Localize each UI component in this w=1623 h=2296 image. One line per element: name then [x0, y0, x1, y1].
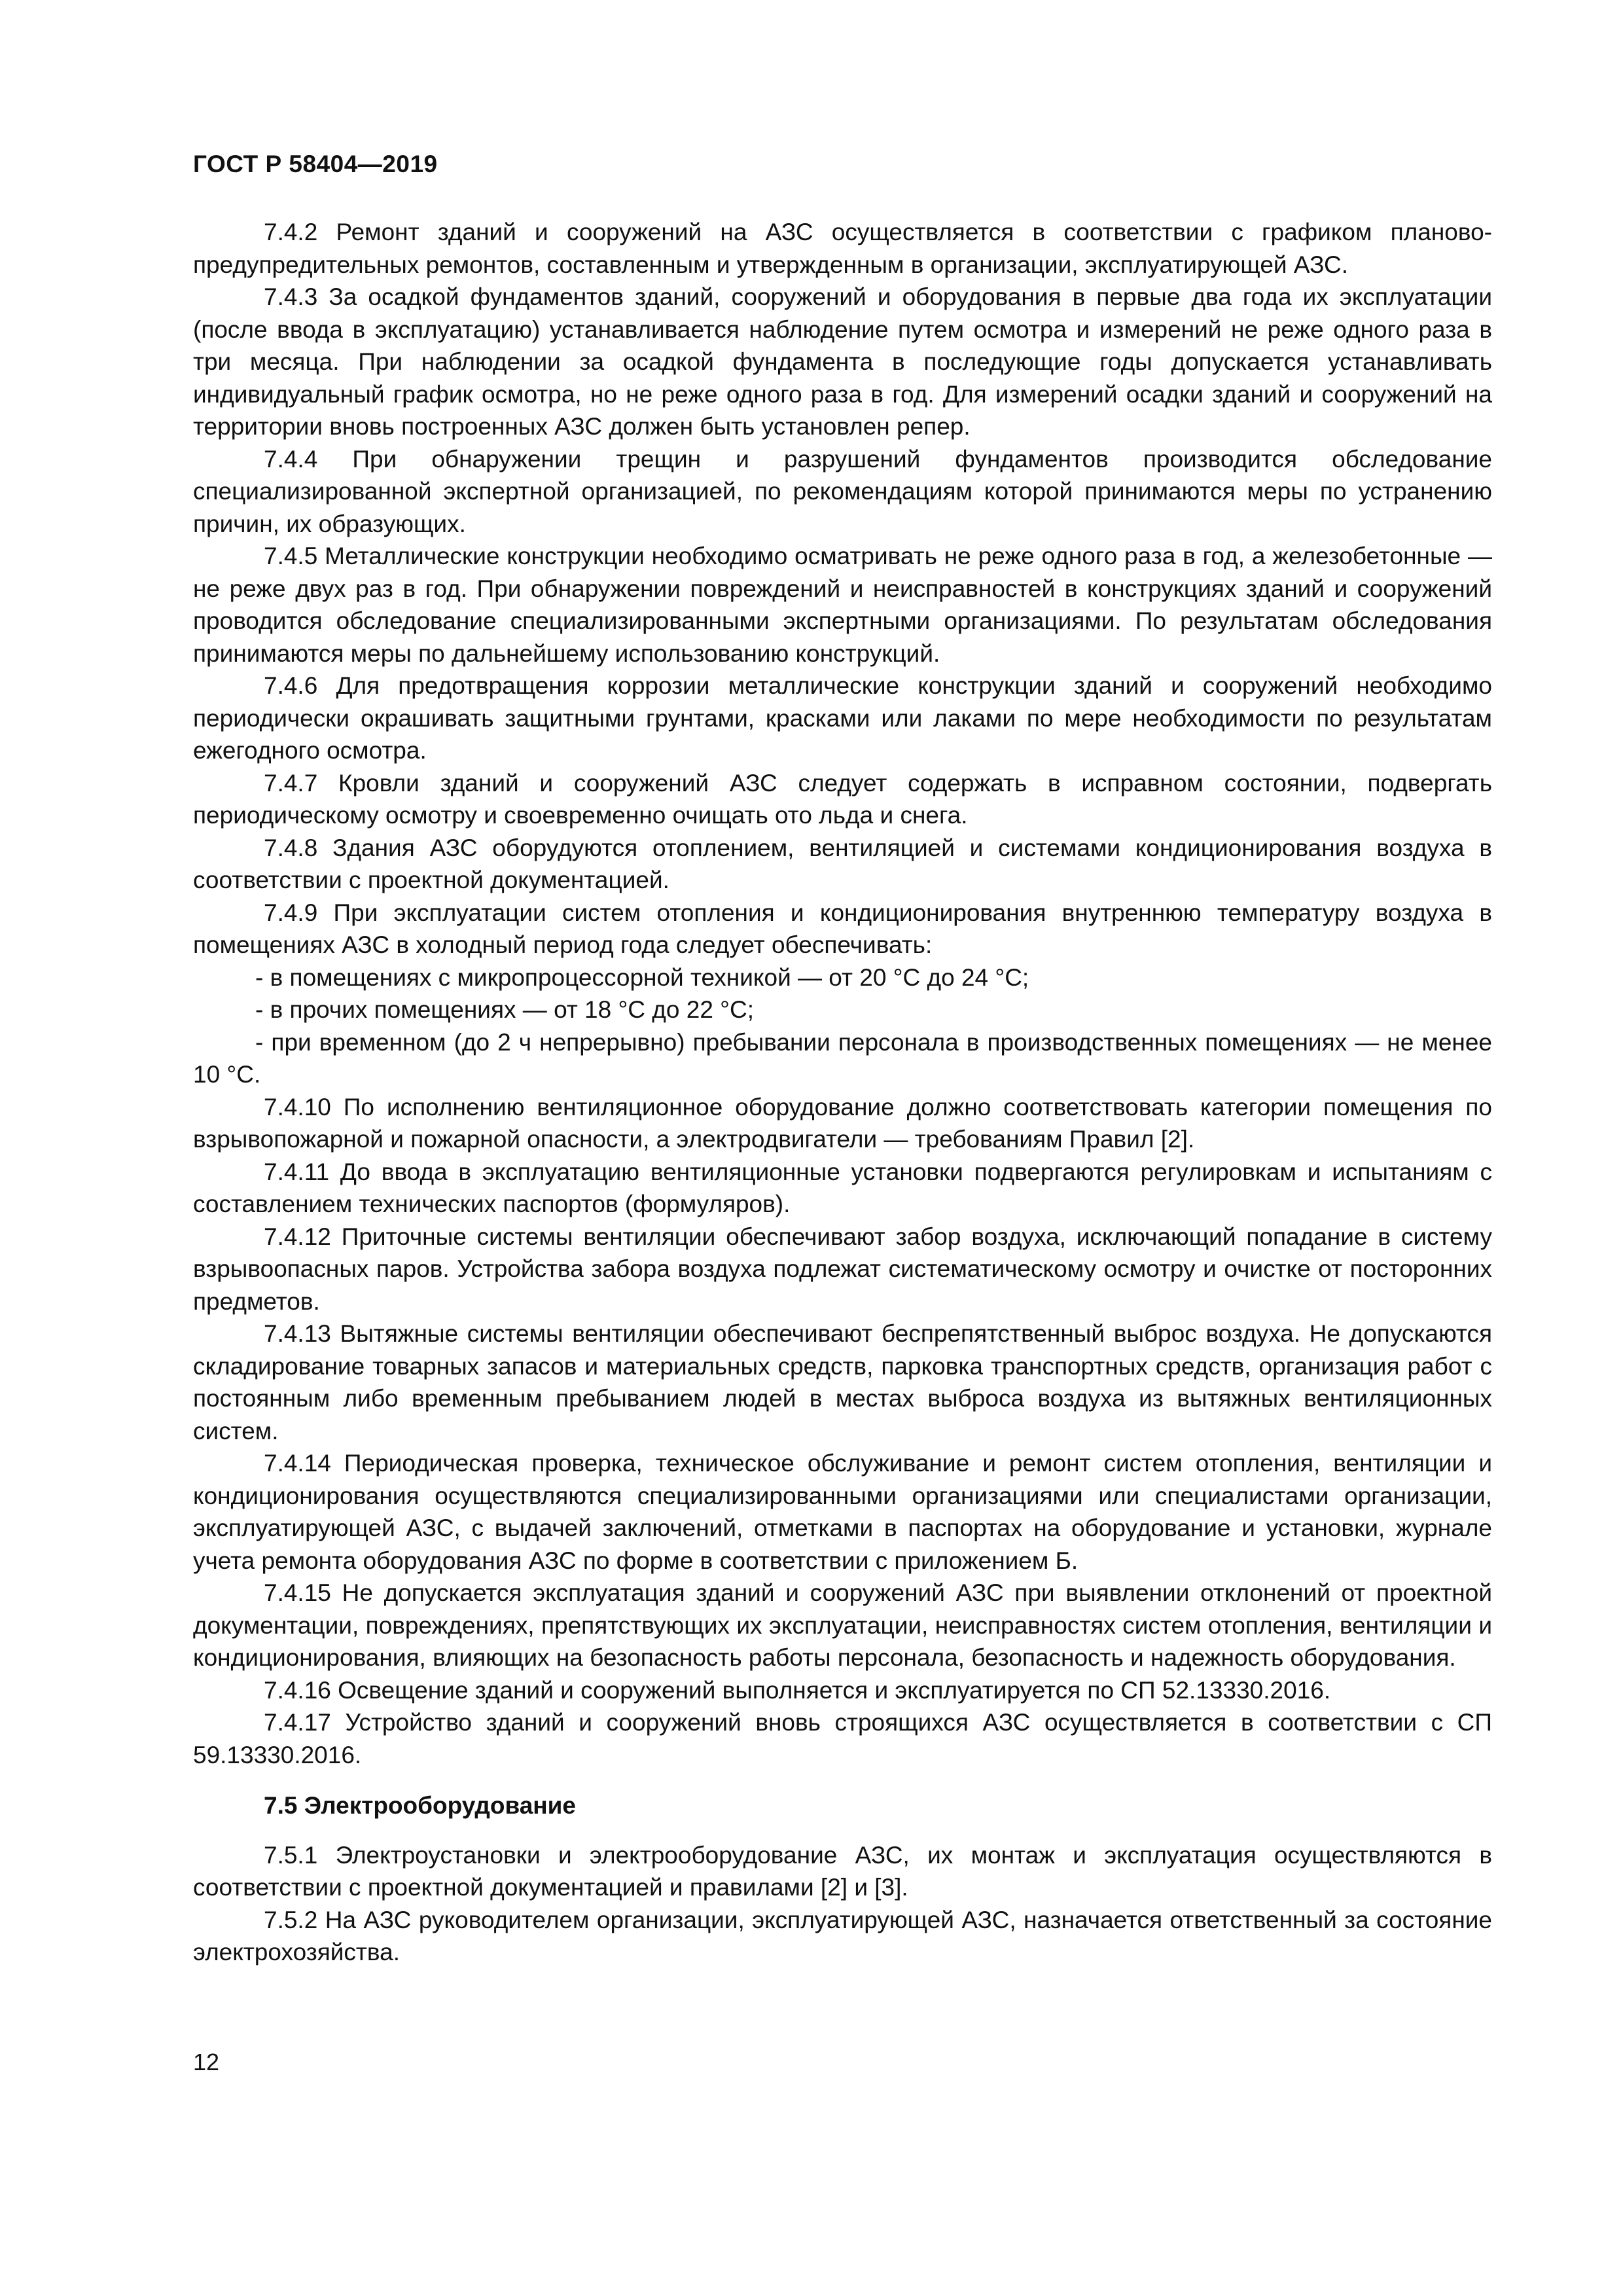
paragraph-7-4-15: 7.4.15 Не допускается эксплуатация зданий и сооружений АЗС при выявлении отклонений от проектной документации, повреждениях, препятствующих их эксплуатации, неисправностях систем отопления, вентиляции и кондиционирования, влияющих на безопасность работы персонала, безопасность и надежность оборудования. — [193, 1579, 1492, 1671]
list-item-other-rooms: - в прочих помещениях — от 18 °С до 22 °С; — [255, 996, 754, 1023]
paragraph-7-5-2: 7.5.2 На АЗС руководителем организации, эксплуатирующей АЗС, назначается ответственный за состояние электрохозяйства. — [193, 1906, 1492, 1965]
paragraph-7-4-14: 7.4.14 Периодическая проверка, техническое обслуживание и ремонт систем отопления, вентиляции и кондиционирования осуществляются специализированными организациями или специалистами организации, эксплуатирующей АЗС, с выдачей заключений, отметками в паспортах на оборудование и установки, журнале учета ремонта оборудования АЗС по форме в соответствии с приложением Б. — [193, 1450, 1492, 1574]
document-id-header: ГОСТ Р 58404—2019 — [193, 151, 438, 177]
paragraph-7-4-16: 7.4.16 Освещение зданий и сооружений выполняется и эксплуатируется по СП 52.13330.2016. — [264, 1676, 1331, 1704]
paragraph-7-4-7: 7.4.7 Кровли зданий и сооружений АЗС следует содержать в исправном состоянии, подвергать периодическому осмотру и своевременно очищать ото льда и снега. — [193, 769, 1492, 829]
document-body — [193, 216, 1492, 1969]
list-item-microprocessor-rooms: - в помещениях с микропроцессорной техникой — от 20 °С до 24 °С; — [255, 963, 1029, 991]
page-number: 12 — [193, 2049, 220, 2075]
list-item-temporary-stay: - при временном (до 2 ч непрерывно) пребывании персонала в производственных помещениях — не менее 10 °С. — [193, 1028, 1492, 1088]
section-heading-7-5: 7.5 Электрооборудование — [264, 1792, 576, 1819]
paragraph-7-4-2: 7.4.2 Ремонт зданий и сооружений на АЗС осуществляется в соответствии с графиком планово-предупредительных ремонтов, составленным и утвержденным в организации, эксплуатирующей АЗС. — [193, 219, 1492, 278]
paragraph-7-4-4: 7.4.4 При обнаружении трещин и разрушений фундаментов производится обследование специализированной экспертной организацией, по рекомендациям которой принимаются меры по устранению причин, их образующих. — [193, 445, 1492, 537]
paragraph-7-4-9: 7.4.9 При эксплуатации систем отопления и кондиционирования внутреннюю температуру воздуха в помещениях АЗС в холодный период года следует обеспечивать: — [193, 899, 1492, 958]
paragraph-7-4-6: 7.4.6 Для предотвращения коррозии металлические конструкции зданий и сооружений необходимо периодически окрашивать защитными грунтами, красками или лаками по мере необходимости по результатам ежегодного осмотра. — [193, 672, 1492, 764]
paragraph-7-4-3: 7.4.3 За осадкой фундаментов зданий, сооружений и оборудования в первые два года их эксплуатации (после ввода в эксплуатацию) устанавливается наблюдение путем осмотра и измерений не реже одного раза в три месяца. При наблюдении за осадкой фундамента в последующие годы допускается устанавливать индивидуальный график осмотра, но не реже одного раза в год. Для измерений осадки зданий и сооружений на территории вновь построенных АЗС должен быть установлен репер. — [193, 283, 1492, 440]
paragraph-7-4-8: 7.4.8 Здания АЗС оборудуются отоплением, вентиляцией и системами кондиционирования воздуха в соответствии с проектной документацией. — [193, 834, 1492, 893]
paragraph-7-4-17: 7.4.17 Устройство зданий и сооружений вновь строящихся АЗС осуществляется в соответствии с СП 59.13330.2016. — [193, 1709, 1492, 1768]
paragraph-7-5-1: 7.5.1 Электроустановки и электрооборудование АЗС, их монтаж и эксплуатация осуществляются в соответствии с проектной документацией и правилами [2] и [3]. — [193, 1841, 1492, 1901]
paragraph-7-4-12: 7.4.12 Приточные системы вентиляции обеспечивают забор воздуха, исключающий попадание в систему взрывоопасных паров. Устройства забора воздуха подлежат систематическому осмотру и очистке от посторонних предметов. — [193, 1223, 1492, 1315]
paragraph-7-4-11: 7.4.11 До ввода в эксплуатацию вентиляционные установки подвергаются регулировкам и испытаниям с составлением технических паспортов (формуляров). — [193, 1158, 1492, 1217]
paragraph-7-4-13: 7.4.13 Вытяжные системы вентиляции обеспечивают беспрепятственный выброс воздуха. Не допускаются складирование товарных запасов и материальных средств, парковка транспортных средств, организация работ с постоянным либо временным пребыванием людей в местах выброса воздуха из вытяжных вентиляционных систем. — [193, 1320, 1492, 1444]
paragraph-7-4-10: 7.4.10 По исполнению вентиляционное оборудование должно соответствовать категории помещения по взрывопожарной и пожарной опасности, а электродвигатели — требованиям Правил [2]. — [193, 1093, 1492, 1153]
paragraph-7-4-5: 7.4.5 Металлические конструкции необходимо осматривать не реже одного раза в год, а железобетонные — не реже двух раз в год. При обнаружении повреждений и неисправностей в конструкциях зданий и сооружений проводится обследование специализированными экспертными организациями. По результатам обследования принимаются меры по дальнейшему использованию конструкций. — [193, 543, 1492, 667]
